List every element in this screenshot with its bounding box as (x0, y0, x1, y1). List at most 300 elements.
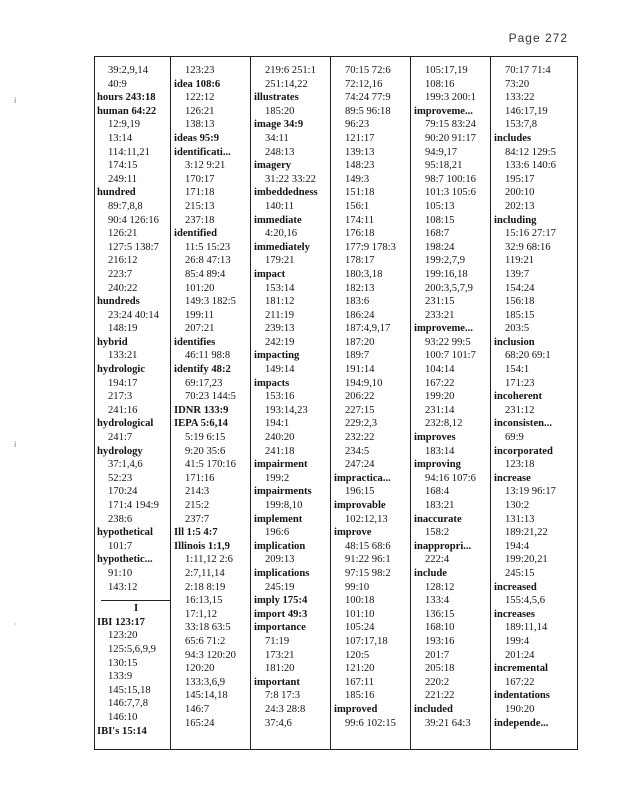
index-entry-reference: 2:18 8:19 (185, 581, 226, 593)
index-column-2 (174, 64, 252, 748)
index-column-1 (97, 64, 175, 748)
index-entry-reference: 145:15,18 (108, 684, 151, 696)
index-entry-reference: 94:3 120:20 (185, 649, 236, 661)
index-entry-reference: 13:19 96:17 (505, 486, 556, 498)
index-entry-heading: Illinois 1:1,9 (174, 540, 230, 552)
index-entry-reference: 199:3 200:1 (425, 92, 476, 104)
index-entry-reference: 199:16,18 (425, 268, 468, 280)
index-entry-reference: 139:13 (345, 146, 375, 158)
index-entry-heading: implication (254, 540, 306, 552)
index-entry-reference: 26:8 47:13 (185, 255, 231, 267)
index-entry-reference: 133:6 140:6 (505, 160, 556, 172)
index-entry-reference: 176:18 (345, 228, 375, 240)
index-entry-reference: 125:5,6,9,9 (108, 643, 156, 655)
index-entry-reference: 84:12 129:5 (505, 146, 556, 158)
index-entry-reference: 149:3 (345, 173, 370, 185)
index-entry-heading: improve (334, 527, 372, 539)
index-entry-reference: 190:20 (505, 703, 535, 715)
index-entry-reference: 34:11 (265, 132, 289, 144)
index-entry-reference: 155:4,5,6 (505, 595, 546, 607)
index-entry-heading: improved (334, 703, 378, 715)
index-entry-reference: 193:14,23 (265, 404, 308, 416)
index-entry-reference: 181:20 (265, 663, 295, 675)
index-entry-heading: improving (414, 459, 461, 471)
index-entry-heading: identifies (174, 336, 216, 348)
index-entry-reference: 168:10 (425, 622, 455, 634)
index-entry-reference: 167:22 (505, 676, 535, 688)
index-entry-heading: improves (414, 432, 456, 444)
index-entry-reference: 153:7,8 (505, 119, 538, 131)
index-entry-reference: 100:7 101:7 (425, 350, 476, 362)
index-entry-reference: 23:24 40:14 (108, 309, 159, 321)
index-entry-reference: 24:3 28:8 (265, 703, 306, 715)
index-entry-reference: 194:1 (265, 418, 290, 430)
index-entry-reference: 120:5 (345, 649, 370, 661)
index-entry-reference: 102:12,13 (345, 513, 388, 525)
index-entry-reference: 238:6 (108, 513, 133, 525)
index-entry-reference: 15:16 27:17 (505, 228, 556, 240)
index-entry-heading: incoherent (494, 391, 543, 403)
index-entry-reference: 39:2,9,14 (108, 65, 149, 76)
index-entry-reference: 233:21 (425, 309, 455, 321)
index-entry-reference: 170:24 (108, 486, 138, 498)
index-entry-reference: 121:17 (345, 132, 375, 144)
index-entry-reference: 240:20 (265, 432, 295, 444)
index-entry-heading: inconsisten... (494, 418, 552, 430)
index-entry-heading: increases (494, 608, 535, 620)
index-entry-reference: 130:15 (108, 657, 138, 669)
index-entry-reference: 174:11 (345, 214, 375, 226)
index-entry-reference: 74:24 77:9 (345, 92, 391, 104)
index-entry-reference: 133:4 (425, 595, 450, 607)
index-entry-reference: 93:22 99:5 (425, 336, 471, 348)
index-entry-reference: 187:20 (345, 336, 375, 348)
index-entry-heading: hours 243:18 (97, 92, 156, 104)
margin-mark: i (14, 440, 17, 449)
index-entry-reference: 7:8 17:3 (265, 690, 301, 702)
index-entry-heading: increased (494, 581, 537, 593)
index-entry-reference: 200:10 (505, 187, 535, 199)
index-entry-reference: 101:3 105:6 (425, 187, 476, 199)
index-entry-reference: 123:18 (505, 459, 535, 471)
index-entry-reference: 123:20 (108, 630, 138, 642)
index-entry-reference: 146:17,19 (505, 105, 548, 117)
index-entry-reference: 221:22 (425, 690, 455, 702)
index-entry-reference: 227:15 (345, 404, 375, 416)
index-entry-reference: 167:11 (345, 676, 375, 688)
index-entry-reference: 237:7 (185, 513, 210, 525)
index-entry-reference: 242:19 (265, 336, 295, 348)
index-entry-reference: 215:13 (185, 200, 215, 212)
index-entry-heading: impacting (254, 350, 300, 362)
index-entry-reference: 179:21 (265, 255, 295, 267)
index-entry-reference: 156:1 (345, 200, 370, 212)
index-entry-reference: 186:24 (345, 309, 375, 321)
index-entry-reference: 203:5 (505, 323, 530, 335)
index-entry-reference: 105:13 (425, 200, 455, 212)
index-entry-reference: 199:20 (425, 391, 455, 403)
index-entry-reference: 13:14 (108, 132, 133, 144)
index-entry-reference: 120:20 (185, 663, 215, 675)
index-entry-reference: 48:15 68:6 (345, 540, 391, 552)
index-entry-heading: identificati... (174, 146, 231, 158)
index-entry-reference: 211:19 (265, 309, 295, 321)
index-entry-reference: 91:22 96:1 (345, 554, 391, 566)
index-entry-reference: 174:15 (108, 160, 138, 172)
index-entry-reference: 140:11 (265, 200, 295, 212)
index-entry-reference: 123:23 (185, 65, 215, 76)
index-entry-reference: 219:6 251:1 (265, 65, 316, 76)
index-entry-reference: 154:24 (505, 282, 535, 294)
index-entry-reference: 231:14 (425, 404, 455, 416)
index-entry-reference: 199:2 (265, 472, 290, 484)
index-entry-reference: 199:20,21 (505, 554, 548, 566)
index-entry-reference: 39:21 64:3 (425, 717, 471, 729)
index-entry-reference: 70:23 144:5 (185, 391, 236, 403)
index-entry-reference: 217:3 (108, 391, 133, 403)
index-entry-reference: 101:7 (108, 540, 133, 552)
index-entry-heading: identify 48:2 (174, 364, 231, 376)
index-entry-heading: inclusion (494, 336, 535, 348)
margin-mark: i (14, 96, 17, 105)
index-entry-reference: 108:15 (425, 214, 455, 226)
index-entry-reference: 241:7 (108, 432, 133, 444)
index-entry-heading: incorporated (494, 445, 553, 457)
index-entry-reference: 122:12 (185, 92, 215, 104)
index-entry-reference: 108:16 (425, 78, 455, 90)
index-entry-heading: idea 108:6 (174, 78, 221, 90)
index-entry-reference: 104:14 (425, 364, 455, 376)
index-entry-reference: 99:6 102:15 (345, 717, 396, 729)
index-entry-reference: 11:5 15:23 (185, 241, 231, 253)
index-entry-reference: 182:13 (345, 282, 375, 294)
index-entry-reference: 136:15 (425, 608, 455, 620)
index-entry-reference: 194:9,10 (345, 377, 383, 389)
index-entry-heading: impact (254, 268, 286, 280)
index-entry-reference: 69:17,23 (185, 377, 223, 389)
index-entry-reference: 68:20 69:1 (505, 350, 551, 362)
index-entry-reference: 220:2 (425, 676, 450, 688)
index-entry-reference: 181:12 (265, 296, 295, 308)
index-entry-heading: import 49:3 (254, 608, 308, 620)
index-entry-reference: 146:7,7,8 (108, 698, 149, 710)
index-entry-reference: 146:10 (108, 711, 138, 723)
index-entry-reference: 139:7 (505, 268, 530, 280)
index-entry-reference: 183:6 (345, 296, 370, 308)
index-entry-reference: 231:15 (425, 296, 455, 308)
index-entry-heading: incremental (494, 663, 548, 675)
index-entry-reference: 149:3 182:5 (185, 296, 236, 308)
index-entry-reference: 65:6 71:2 (185, 635, 226, 647)
index-entry-reference: 89:7,8,8 (108, 200, 143, 212)
index-column-4 (334, 64, 412, 748)
index-entry-heading: immediate (254, 214, 302, 226)
index-entry-heading: Ill 1:5 4:7 (174, 527, 218, 539)
index-entry-reference: 180:3,18 (345, 268, 383, 280)
index-entry-reference: 195:17 (505, 173, 535, 185)
index-entry-heading: hybrid (97, 336, 128, 348)
index-entry-reference: 151:18 (345, 187, 375, 199)
index-entry-reference: 196:15 (345, 486, 375, 498)
index-entry-reference: 70:17 71:4 (505, 65, 551, 76)
index-entry-reference: 206:22 (345, 391, 375, 403)
index-entry-heading: improveme... (414, 323, 473, 335)
index-entry-reference: 16:13,15 (185, 595, 223, 607)
index-column-5 (414, 64, 492, 748)
index-entry-reference: 241:18 (265, 445, 295, 457)
index-entry-reference: 101:20 (185, 282, 215, 294)
index-entry-reference: 133:21 (108, 350, 138, 362)
index-entry-reference: 148:19 (108, 323, 138, 335)
index-entry-heading: hydrologic (97, 364, 146, 376)
index-entry-heading: impacts (254, 377, 290, 389)
index-entry-heading: IDNR 133:9 (174, 404, 229, 416)
index-entry-heading: implications (254, 567, 310, 579)
index-entry-reference: 154:1 (505, 364, 530, 376)
index-entry-reference: 232:22 (345, 432, 375, 444)
index-entry-reference: 130:2 (505, 500, 530, 511)
index-entry-reference: 85:4 89:4 (185, 268, 226, 280)
index-entry-reference: 199:2,7,9 (425, 255, 466, 267)
index-entry-reference: 249:11 (108, 173, 138, 185)
index-entry-reference: 198:24 (425, 241, 455, 253)
index-entry-reference: 189:7 (345, 350, 370, 362)
index-entry-reference: 40:9 (108, 78, 127, 90)
index-entry-heading: improveme... (414, 105, 473, 117)
index-entry-heading: inaccurate (414, 513, 462, 525)
index-entry-heading: hypothetical (97, 527, 153, 539)
index-entry-reference: 69:9 (505, 432, 524, 444)
index-entry-heading: impairments (254, 486, 312, 498)
index-entry-heading: IEPA 5:6,14 (174, 418, 228, 430)
index-entry-reference: 12:9,19 (108, 119, 141, 131)
index-entry-reference: 90:20 91:17 (425, 132, 476, 144)
index-entry-heading: hundreds (97, 296, 140, 308)
index-entry-heading: ideas 95:9 (174, 132, 220, 144)
index-entry-reference: 251:14,22 (265, 78, 308, 90)
index-entry-reference: 201:24 (505, 649, 535, 661)
index-column-3 (254, 64, 332, 748)
index-entry-reference: 165:24 (185, 717, 215, 729)
index-entry-heading: improvable (334, 500, 386, 511)
index-entry-reference: 37:1,4,6 (108, 459, 143, 471)
index-entry-heading: impairment (254, 459, 308, 471)
index-entry-reference: 96:23 (345, 119, 370, 131)
index-entry-reference: 128:12 (425, 581, 455, 593)
index-entry-heading: increase (494, 472, 531, 484)
index-entry-reference: 191:14 (345, 364, 375, 376)
index-entry-reference: 70:15 72:6 (345, 65, 391, 76)
index-entry-reference: 216:12 (108, 255, 138, 267)
index-entry-reference: 171:4 194:9 (108, 500, 159, 511)
index-entry-reference: 143:12 (108, 581, 138, 593)
index-entry-heading: illustrates (254, 92, 299, 104)
index-entry-reference: 196:6 (265, 527, 290, 539)
index-entry-heading: hydrological (97, 418, 154, 430)
index-entry-heading: imbeddedness (254, 187, 318, 199)
index-entry-reference: 167:22 (425, 377, 455, 389)
index-entry-reference: 90:4 126:16 (108, 214, 159, 226)
index-entry-reference: 241:16 (108, 404, 138, 416)
index-entry-reference: 223:7 (108, 268, 133, 280)
index-entry-heading: include (414, 567, 447, 579)
index-entry-reference: 199:4 (505, 635, 530, 647)
index-entry-reference: 200:3,5,7,9 (425, 282, 473, 294)
index-entry-heading: impractica... (334, 472, 391, 484)
index-entry-reference: 71:19 (265, 635, 290, 647)
index-entry-reference: 185:15 (505, 309, 535, 321)
index-entry-reference: 5:19 6:15 (185, 432, 226, 444)
index-entry-reference: 89:5 96:18 (345, 105, 391, 117)
index-entry-reference: 245:19 (265, 581, 295, 593)
index-entry-heading: imagery (254, 160, 292, 172)
index-entry-reference: 202:13 (505, 200, 535, 212)
index-entry-reference: 114:11,21 (108, 146, 150, 158)
index-entry-reference: 177:9 178:3 (345, 241, 396, 253)
index-entry-reference: 187:4,9,17 (345, 323, 391, 335)
index-entry-reference: 133:9 (108, 671, 133, 683)
index-entry-reference: 33:18 63:5 (185, 622, 231, 634)
index-entry-heading: including (494, 214, 537, 226)
index-entry-reference: 133:3,6,9 (185, 676, 226, 688)
index-entry-reference: 222:4 (425, 554, 450, 566)
index-entry-reference: 145:14,18 (185, 690, 228, 702)
index-entry-heading: hypothetic... (97, 554, 153, 566)
index-entry-reference: 46:11 98:8 (185, 350, 231, 362)
index-entry-heading: IBI's 15:14 (97, 725, 147, 737)
index-entry-reference: 107:17,18 (345, 635, 388, 647)
index-entry-heading: identified (174, 228, 217, 240)
index-entry-heading: hundred (97, 187, 136, 199)
index-entry-reference: 153:16 (265, 391, 295, 403)
index-entry-reference: 185:16 (345, 690, 375, 702)
section-rule (101, 594, 171, 601)
index-entry-reference: 131:13 (505, 513, 535, 525)
index-entry-reference: 183:14 (425, 445, 455, 457)
index-entry-reference: 101:10 (345, 608, 375, 620)
index-entry-reference: 168:4 (425, 486, 450, 498)
index-entry-reference: 183:21 (425, 500, 455, 511)
index-entry-reference: 215:2 (185, 500, 210, 511)
index-entry-reference: 4:20,16 (265, 228, 298, 240)
index-entry-reference: 98:7 100:16 (425, 173, 476, 185)
index-entry-heading: implement (254, 513, 303, 525)
index-entry-reference: 205:18 (425, 663, 455, 675)
index-entry-reference: 126:21 (108, 228, 138, 240)
index-entry-reference: 240:22 (108, 282, 138, 294)
margin-mark: · (14, 620, 17, 629)
index-entry-reference: 119:21 (505, 255, 535, 267)
index-entry-reference: 100:18 (345, 595, 375, 607)
index-entry-reference: 52:23 (108, 472, 133, 484)
index-entry-reference: 73:20 (505, 78, 530, 90)
index-entry-reference: 178:17 (345, 255, 375, 267)
index-entry-reference: 171:16 (185, 472, 215, 484)
index-entry-reference: 3:12 9:21 (185, 160, 226, 172)
index-entry-heading: immediately (254, 241, 310, 253)
index-entry-reference: 138:13 (185, 119, 215, 131)
index-entry-reference: 72:12,16 (345, 78, 383, 90)
index-entry-reference: 247:24 (345, 459, 375, 471)
index-entry-reference: 32:9 68:16 (505, 241, 551, 253)
page-number: Page 272 (508, 31, 568, 45)
index-entry-reference: 17:1,12 (185, 608, 218, 620)
index-entry-reference: 237:18 (185, 214, 215, 226)
index-entry-heading: IBI 123:17 (97, 616, 145, 628)
index-entry-reference: 158:2 (425, 527, 450, 539)
index-entry-heading: included (414, 703, 453, 715)
index-entry-reference: 1:11,12 2:6 (185, 554, 233, 566)
index-entry-reference: 173:21 (265, 649, 295, 661)
index-entry-reference: 189:11,14 (505, 622, 548, 634)
index-entry-reference: 9:20 35:6 (185, 445, 226, 457)
index-entry-reference: 214:3 (185, 486, 210, 498)
index-entry-reference: 133:22 (505, 92, 535, 104)
index-entry-reference: 199:11 (185, 309, 215, 321)
index-entry-heading: human 64:22 (97, 105, 157, 117)
index-entry-reference: 149:14 (265, 364, 295, 376)
index-entry-reference: 105:24 (345, 622, 375, 634)
index-entry-reference: 156:18 (505, 296, 535, 308)
index-entry-reference: 234:5 (345, 445, 370, 457)
index-entry-reference: 153:14 (265, 282, 295, 294)
index-entry-reference: 95:18,21 (425, 160, 463, 172)
index-entry-reference: 245:15 (505, 567, 535, 579)
index-entry-reference: 99:10 (345, 581, 370, 593)
index-entry-reference: 248:13 (265, 146, 295, 158)
index-entry-reference: 31:22 33:22 (265, 173, 316, 185)
index-entry-reference: 170:17 (185, 173, 215, 185)
index-entry-heading: imply 175:4 (254, 595, 308, 607)
index-entry-heading: image 34:9 (254, 119, 304, 131)
index-entry-reference: 171:23 (505, 377, 535, 389)
index-entry-heading: indentations (494, 690, 550, 702)
index-entry-reference: 239:13 (265, 323, 295, 335)
index-entry-reference: 97:15 98:2 (345, 567, 391, 579)
index-entry-reference: 199:8,10 (265, 500, 303, 511)
index-entry-reference: 189:21,22 (505, 527, 548, 539)
index-entry-heading: independe... (494, 717, 549, 729)
index-entry-reference: 94:16 107:6 (425, 472, 476, 484)
index-entry-reference: 41:5 170:16 (185, 459, 236, 471)
index-column-6 (494, 64, 572, 748)
index-entry-reference: 231:12 (505, 404, 535, 416)
index-section-letter: I (133, 603, 139, 615)
index-entry-heading: includes (494, 132, 532, 144)
index-entry-reference: 148:23 (345, 160, 375, 172)
index-entry-reference: 121:20 (345, 663, 375, 675)
index-entry-heading: inappropri... (414, 540, 472, 552)
index-entry-reference: 201:7 (425, 649, 450, 661)
index-entry-reference: 168:7 (425, 228, 450, 240)
index-entry-reference: 37:4,6 (265, 717, 292, 729)
index-entry-reference: 127:5 138:7 (108, 241, 159, 253)
index-entry-reference: 185:20 (265, 105, 295, 117)
index-entry-reference: 194:17 (108, 377, 138, 389)
index-entry-reference: 193:16 (425, 635, 455, 647)
index-entry-reference: 232:8,12 (425, 418, 463, 430)
index-entry-reference: 194:4 (505, 540, 530, 552)
index-entry-heading: important (254, 676, 300, 688)
index-entry-reference: 105:17,19 (425, 65, 468, 76)
index-entry-reference: 209:13 (265, 554, 295, 566)
index-entry-heading: importance (254, 622, 306, 634)
index-entry-reference: 2:7,11,14 (185, 567, 225, 579)
index-entry-reference: 126:21 (185, 105, 215, 117)
index-entry-heading: hydrology (97, 445, 143, 457)
index-entry-reference: 229:2,3 (345, 418, 378, 430)
index-entry-reference: 207:21 (185, 323, 215, 335)
